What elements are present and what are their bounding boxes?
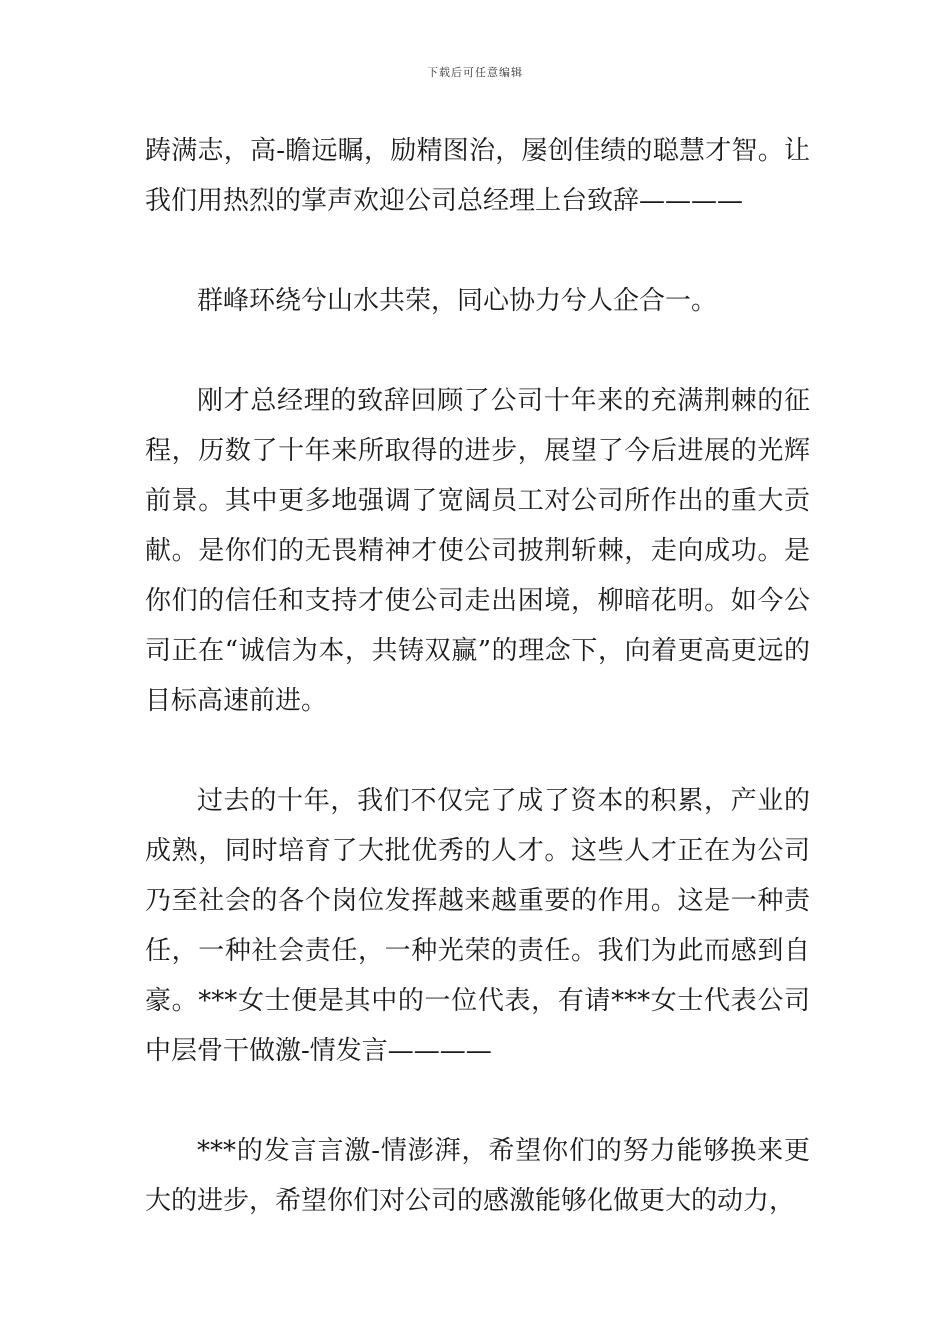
paragraph-5: ***的发言言激-情澎湃，希望你们的努力能够换来更大的进步，希望你们对公司的感激能够化做更大的动力， — [145, 1136, 810, 1216]
paragraph-gap — [145, 326, 810, 376]
paragraph-2: 群峰环绕兮山水共荣，同心协力兮人企合一。 — [197, 286, 718, 316]
page-header: 下载后可任意编辑 — [427, 66, 523, 79]
paragraph-3: 刚才总经理的致辞回顾了公司十年来的充满荆棘的征程，历数了十年来所取得的进步，展望了今后进展的光辉前景。其中更多地强调了宽阔员工对公司所作出的重大贡献。是你们的无畏精神才使公司披荆斩棘，走向成功。是你们的信任和支持才使公司走出困境，柳暗花明。如今公司正在“诚信为本，共铸双赢”的理念下，向着更高更远的目标高速前进。 — [145, 386, 810, 716]
paragraph-gap — [145, 226, 810, 276]
paragraph-4: 过去的十年，我们不仅完了成了资本的积累，产业的成熟，同时培育了大批优秀的人才。这些人才正在为公司乃至社会的各个岗位发挥越来越重要的作用。这是一种责任，一种社会责任，一种光荣的责任。我们为此而感到自豪。***女士便是其中的一位代表，有请***女士代表公司中层骨干做激-情发言———— — [145, 786, 810, 1066]
document-body — [145, 126, 810, 1226]
paragraph-gap — [145, 726, 810, 776]
paragraph-1: 踌满志，高-瞻远瞩，励精图治，屡创佳绩的聪慧才智。让我们用热烈的掌声欢迎公司总经理上台致辞———— — [145, 136, 810, 216]
paragraph-gap — [145, 1076, 810, 1126]
